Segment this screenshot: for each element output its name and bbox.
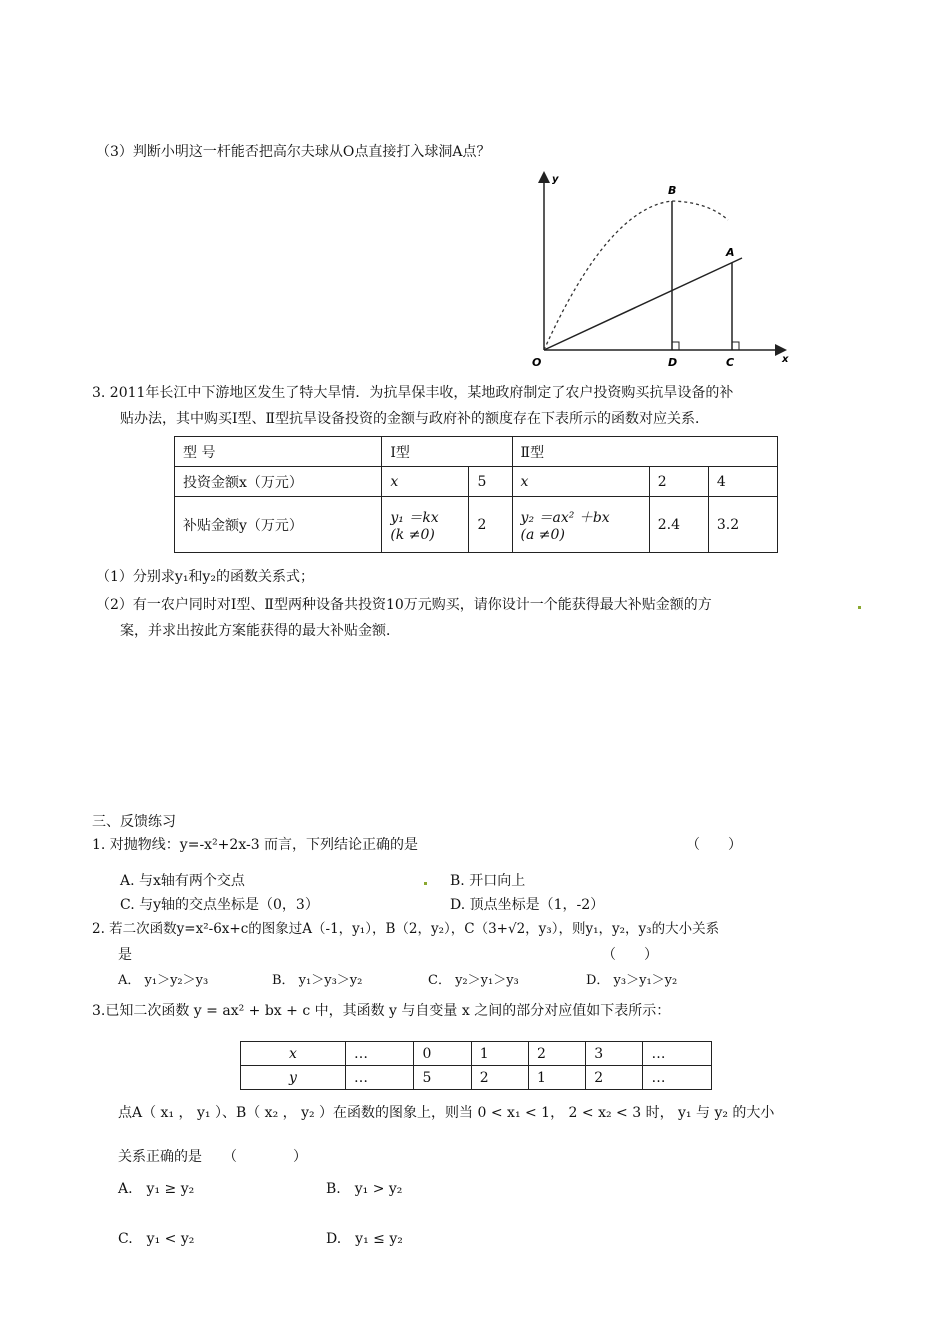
label-x: x bbox=[782, 354, 789, 365]
q3-stem: 3.已知二次函数 y = ax² + bx + c 中，其函数 y 与自变量 x 之间的部分对应值如下表所示： bbox=[92, 1003, 671, 1019]
q1-paren: （ ） bbox=[686, 837, 742, 853]
cell: 3 bbox=[586, 1042, 643, 1066]
cell: … bbox=[346, 1066, 414, 1090]
label-A: A bbox=[726, 246, 735, 259]
subsidy-table bbox=[174, 436, 778, 553]
value-table bbox=[240, 1041, 712, 1090]
label-D: D bbox=[668, 356, 678, 369]
q2-option-b: B． y₁＞y₃＞y₂ bbox=[272, 973, 363, 988]
q2-option-d: D． y₃＞y₁＞y₂ bbox=[586, 973, 678, 988]
cell: y bbox=[241, 1066, 346, 1090]
cell: x bbox=[512, 467, 649, 497]
header-type2: Ⅱ型 bbox=[512, 437, 777, 467]
cell: x bbox=[382, 467, 469, 497]
header-model: 型 号 bbox=[175, 437, 382, 467]
q3-option-b: B. y₁ > y₂ bbox=[326, 1181, 403, 1197]
cell: 5 bbox=[469, 467, 512, 497]
cell: 2 bbox=[471, 1066, 528, 1090]
q3-option-c: C. y₁ < y₂ bbox=[118, 1231, 195, 1247]
q3-condition-2: 关系正确的是 （ ） bbox=[118, 1149, 307, 1165]
q1-option-a: A. 与x轴有两个交点 bbox=[120, 873, 245, 889]
q1-option-b: B. 开口向上 bbox=[450, 873, 526, 889]
formula-1a: y₁ ＝kx bbox=[390, 509, 439, 526]
problem-3-line-2: 贴办法，其中购买Ⅰ型、Ⅱ型抗旱设备投资的金额与政府补的额度存在下表所示的函数对应关系． bbox=[120, 411, 710, 427]
cell: 2 bbox=[649, 467, 708, 497]
row-invest-label: 投资金额x（万元） bbox=[175, 467, 382, 497]
label-B: B bbox=[668, 184, 677, 197]
formula-cell-2 bbox=[512, 497, 649, 553]
q2-option-c: C． y₂＞y₁＞y₃ bbox=[428, 973, 519, 988]
q1-stem: 1. 对抛物线：y=-x²+2x-3 而言，下列结论正确的是 bbox=[92, 837, 419, 853]
right-angle-D bbox=[672, 342, 679, 350]
formula-1b: (k ≠0) bbox=[390, 526, 435, 543]
section-title: 三、反馈练习 bbox=[92, 814, 176, 830]
cell: … bbox=[643, 1066, 712, 1090]
formula-2a: y₂ ＝ax² ＋bx bbox=[520, 509, 610, 526]
label-y: y bbox=[552, 174, 559, 185]
q3-option-a: A. y₁ ≥ y₂ bbox=[118, 1181, 195, 1197]
q3-condition: 点A（ x₁ ， y₁ ）、B（ x₂ ， y₂ ）在函数的图象上，则当 0 < x₁ < 1， 2 < x₂ < 3 时， y₁ 与 y₂ 的大小 bbox=[118, 1105, 775, 1121]
cell: … bbox=[643, 1042, 712, 1066]
cell: 2 bbox=[469, 497, 512, 553]
cell: 2 bbox=[586, 1066, 643, 1090]
golf-figure bbox=[520, 168, 800, 378]
q2-stem: 2. 若二次函数y=x²-6x+c的图象过A（-1，y₁），B（2，y₂），C（3+√2，y₃），则y₁，y₂，y₃的大小关系 bbox=[92, 921, 720, 937]
right-angle-C bbox=[732, 342, 739, 350]
cell: 2.4 bbox=[649, 497, 708, 553]
problem-3-line-1: 3. 2011年长江中下游地区发生了特大旱情．为抗旱保丰收，某地政府制定了农户投资购买抗旱设备的补 bbox=[92, 385, 734, 401]
cell: 5 bbox=[414, 1066, 471, 1090]
q2-stem-2: 是 bbox=[118, 947, 132, 963]
q1-option-d: D. 顶点坐标是（1，-2） bbox=[450, 897, 605, 913]
cell: 0 bbox=[414, 1042, 471, 1066]
cell: x bbox=[241, 1042, 346, 1066]
label-C: C bbox=[726, 356, 735, 369]
q1-option-c: C. 与y轴的交点坐标是（0，3） bbox=[120, 897, 319, 913]
trajectory-curve bbox=[544, 201, 728, 350]
label-O: O bbox=[532, 356, 542, 369]
formula-cell-1 bbox=[382, 497, 469, 553]
stray-dot bbox=[858, 606, 861, 609]
q2-paren: （ ） bbox=[602, 947, 658, 963]
cell: 4 bbox=[708, 467, 777, 497]
problem-3-sub-1: （1）分别求y₁和y₂的函数关系式； bbox=[96, 569, 314, 585]
row-subsidy-label: 补贴金额y（万元） bbox=[175, 497, 382, 553]
question-3-part-3: （3）判断小明这一杆能否把高尔夫球从O点直接打入球洞A点？ bbox=[96, 144, 491, 160]
cell: 3.2 bbox=[708, 497, 777, 553]
problem-3-sub-2a: （2）有一农户同时对Ⅰ型、Ⅱ型两种设备共投资10万元购买，请你设计一个能获得最大补贴金额的方 bbox=[96, 597, 712, 613]
cell: 2 bbox=[528, 1042, 585, 1066]
problem-3-sub-2b: 案，并求出按此方案能获得的最大补贴金额． bbox=[120, 623, 400, 639]
cell: 1 bbox=[471, 1042, 528, 1066]
q2-option-a: A． y₁＞y₂＞y₃ bbox=[118, 973, 209, 988]
cell: 1 bbox=[528, 1066, 585, 1090]
formula-2b: (a ≠0) bbox=[520, 526, 565, 543]
line-OA bbox=[544, 258, 742, 350]
stray-dot bbox=[424, 882, 427, 885]
header-type1: Ⅰ型 bbox=[382, 437, 512, 467]
cell: … bbox=[346, 1042, 414, 1066]
q3-option-d: D. y₁ ≤ y₂ bbox=[326, 1231, 403, 1247]
